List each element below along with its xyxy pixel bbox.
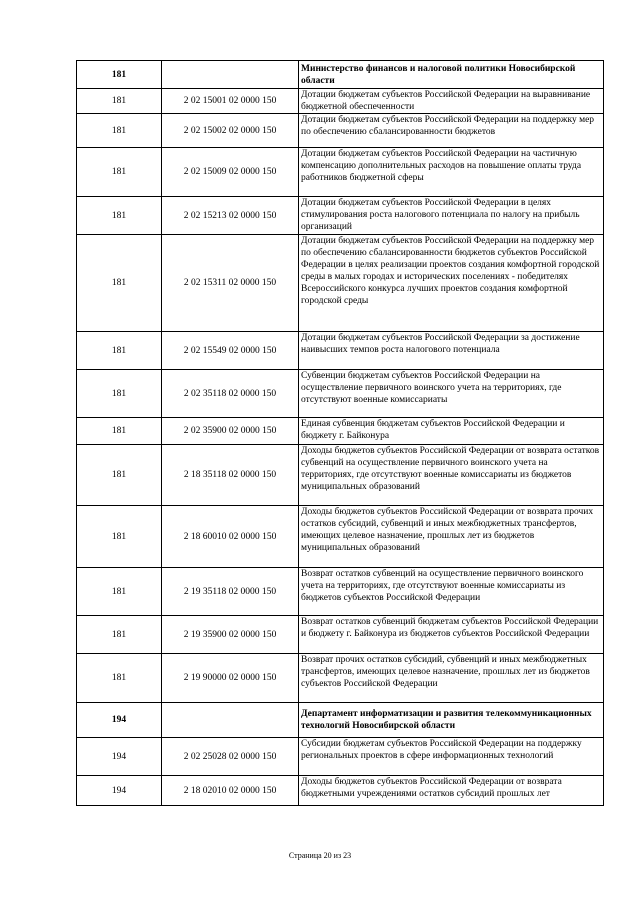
table-row xyxy=(77,148,604,197)
revenue-code-cell: 2 02 25028 02 0000 150 xyxy=(162,738,299,776)
revenue-codes-table xyxy=(76,60,604,806)
admin-code-cell: 181 xyxy=(77,61,162,89)
admin-code-cell: 194 xyxy=(77,703,162,738)
revenue-code-cell: 2 19 35118 02 0000 150 xyxy=(162,568,299,616)
table-row xyxy=(77,114,604,148)
admin-code-cell: 181 xyxy=(77,89,162,114)
table-row xyxy=(77,776,604,806)
table-row xyxy=(77,445,604,506)
table-row xyxy=(77,738,604,776)
revenue-code-cell: 2 02 15549 02 0000 150 xyxy=(162,332,299,370)
admin-code-cell: 181 xyxy=(77,332,162,370)
revenue-code-cell: 2 02 15213 02 0000 150 xyxy=(162,197,299,235)
table-row xyxy=(77,616,604,654)
admin-code-cell: 181 xyxy=(77,197,162,235)
description-cell: Дотации бюджетам субъектов Российской Федерации в целях стимулирования роста налогового потенциала по налогу на прибыль организаций xyxy=(299,197,604,235)
revenue-code-cell: 2 18 02010 02 0000 150 xyxy=(162,776,299,806)
table-row xyxy=(77,568,604,616)
admin-code-cell: 181 xyxy=(77,418,162,445)
table-row xyxy=(77,654,604,703)
admin-code-cell: 181 xyxy=(77,616,162,654)
revenue-code-cell: 2 02 35118 02 0000 150 xyxy=(162,370,299,418)
admin-code-cell: 181 xyxy=(77,568,162,616)
revenue-code-cell xyxy=(162,703,299,738)
revenue-code-cell: 2 02 15311 02 0000 150 xyxy=(162,235,299,332)
description-cell: Доходы бюджетов субъектов Российской Федерации от возврата остатков субвенций на осуществление первичного воинского учета на территориях, где отсутствуют военные комиссариаты из бюджетов муниципальных образований xyxy=(299,445,604,506)
description-cell: Субсидии бюджетам субъектов Российской Федерации на поддержку региональных проектов в сфере информационных технологий xyxy=(299,738,604,776)
table-row xyxy=(77,370,604,418)
table-row xyxy=(77,197,604,235)
description-cell: Дотации бюджетам субъектов Российской Федерации на выравнивание бюджетной обеспеченности xyxy=(299,89,604,114)
department-name-cell: Департамент информатизации и развития телекоммуникационных технологий Новосибирской области xyxy=(299,703,604,738)
table-row xyxy=(77,235,604,332)
table-row xyxy=(77,418,604,445)
description-cell: Дотации бюджетам субъектов Российской Федерации за достижение наивысших темпов роста налогового потенциала xyxy=(299,332,604,370)
admin-code-cell: 181 xyxy=(77,148,162,197)
admin-code-cell: 181 xyxy=(77,654,162,703)
admin-code-cell: 181 xyxy=(77,506,162,568)
revenue-code-cell xyxy=(162,61,299,89)
page-footer: Страница 20 из 23 xyxy=(288,851,352,860)
table-row xyxy=(77,506,604,568)
table-row xyxy=(77,89,604,114)
admin-code-cell: 181 xyxy=(77,445,162,506)
table-row xyxy=(77,332,604,370)
description-cell: Возврат прочих остатков субсидий, субвенций и иных межбюджетных трансфертов, имеющих целевое назначение, прошлых лет из бюджетов субъектов Российской Федерации xyxy=(299,654,604,703)
revenue-code-cell: 2 02 15001 02 0000 150 xyxy=(162,89,299,114)
revenue-code-cell: 2 19 90000 02 0000 150 xyxy=(162,654,299,703)
admin-code-cell: 194 xyxy=(77,738,162,776)
description-cell: Возврат остатков субвенций бюджетам субъектов Российской Федерации и бюджету г. Байконура из бюджетов субъектов Российской Федерации xyxy=(299,616,604,654)
description-cell: Доходы бюджетов субъектов Российской Федерации от возврата прочих остатков субсидий, субвенций и иных межбюджетных трансфертов, имеющих целевое назначение, прошлых лет из бюджетов муниципальных образований xyxy=(299,506,604,568)
description-cell: Единая субвенция бюджетам субъектов Российской Федерации и бюджету г. Байконура xyxy=(299,418,604,445)
revenue-code-cell: 2 18 35118 02 0000 150 xyxy=(162,445,299,506)
table-body xyxy=(77,61,604,806)
description-cell: Дотации бюджетам субъектов Российской Федерации на частичную компенсацию дополнительных расходов на повышение оплаты труда работников бюджетной сферы xyxy=(299,148,604,197)
admin-code-cell: 181 xyxy=(77,235,162,332)
description-cell: Дотации бюджетам субъектов Российской Федерации на поддержку мер по обеспечению сбалансированности бюджетов субъектов Российской Федерации в целях реализации проектов создания комфортной городской среды в малых городах и исторических поселениях - победителях Всероссийского конкурса лучших проектов создания комфортной городской среды xyxy=(299,235,604,332)
admin-code-cell: 194 xyxy=(77,776,162,806)
section-header-row xyxy=(77,61,604,89)
revenue-code-cell: 2 02 35900 02 0000 150 xyxy=(162,418,299,445)
description-cell: Доходы бюджетов субъектов Российской Федерации от возврата бюджетными учреждениями остатков субсидий прошлых лет xyxy=(299,776,604,806)
department-name-cell: Министерство финансов и налоговой политики Новосибирской области xyxy=(299,61,604,89)
description-cell: Субвенции бюджетам субъектов Российской Федерации на осуществление первичного воинского учета на территориях, где отсутствуют военные комиссариаты xyxy=(299,370,604,418)
section-header-row xyxy=(77,703,604,738)
description-cell: Дотации бюджетам субъектов Российской Федерации на поддержку мер по обеспечению сбалансированности бюджетов xyxy=(299,114,604,148)
admin-code-cell: 181 xyxy=(77,114,162,148)
revenue-code-cell: 2 19 35900 02 0000 150 xyxy=(162,616,299,654)
revenue-code-cell: 2 18 60010 02 0000 150 xyxy=(162,506,299,568)
description-cell: Возврат остатков субвенций на осуществление первичного воинского учета на территориях, где отсутствуют военные комиссариаты из бюджетов субъектов Российской Федерации xyxy=(299,568,604,616)
revenue-code-cell: 2 02 15009 02 0000 150 xyxy=(162,148,299,197)
admin-code-cell: 181 xyxy=(77,370,162,418)
revenue-code-cell: 2 02 15002 02 0000 150 xyxy=(162,114,299,148)
